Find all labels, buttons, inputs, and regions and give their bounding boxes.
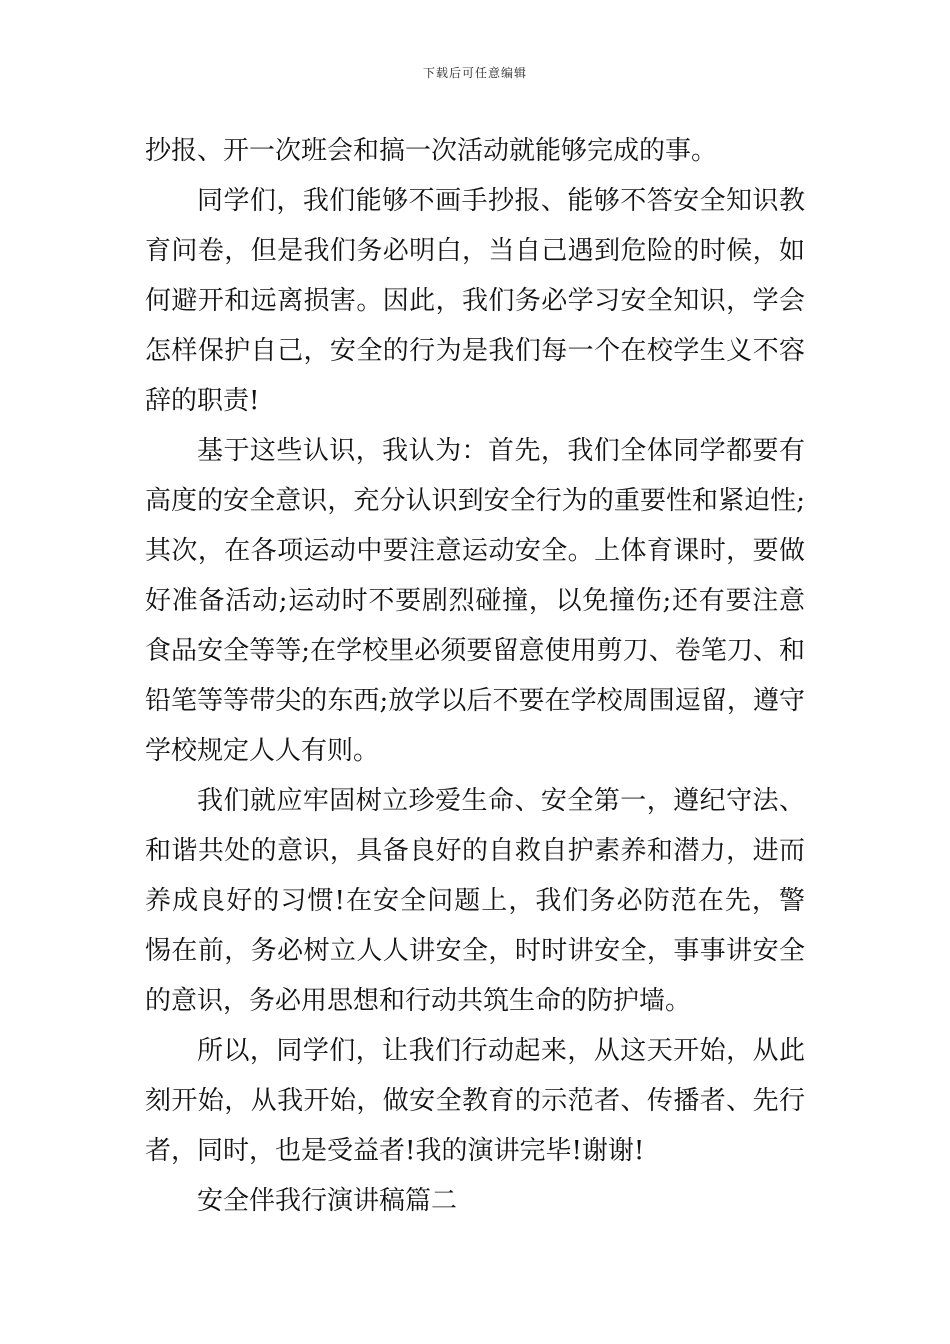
page-header: 下载后可任意编辑: [422, 66, 527, 80]
section-title: 安全伴我行演讲稿篇二: [197, 1186, 458, 1216]
paragraph-continuation: 抄报、开一次班会和搞一次活动就能够完成的事。: [145, 136, 718, 166]
paragraph: 基于这些认识，我认为：首先，我们全体同学都要有高度的安全意识，充分认识到安全行为的重要性和紧迫性;其次，在各项运动中要注意运动安全。上体育课时，要做好准备活动;运动时不要剧烈碰撞，以免撞伤;还有要注意食品安全等等;在学校里必须要留意使用剪刀、卷笔刀、和铅笔等等带尖的东西;放学以后不要在学校周围逗留，遵守学校规定人人有则。: [145, 436, 805, 766]
paragraph: 我们就应牢固树立珍爱生命、安全第一，遵纪守法、和谐共处的意识，具备良好的自救自护素养和潜力，进而养成良好的习惯!在安全问题上，我们务必防范在先，警惕在前，务必树立人人讲安全，时时讲安全，事事讲安全的意识，务必用思想和行动共筑生命的防护墙。: [145, 786, 805, 1016]
paragraph: 所以，同学们，让我们行动起来，从这天开始，从此刻开始，从我开始，做安全教育的示范者、传播者、先行者，同时，也是受益者!我的演讲完毕!谢谢!: [145, 1036, 805, 1166]
document-body: [145, 126, 805, 1226]
paragraph: 同学们，我们能够不画手抄报、能够不答安全知识教育问卷，但是我们务必明白，当自己遇到危险的时候，如何避开和远离损害。因此，我们务必学习安全知识，学会怎样保护自己，安全的行为是我们每一个在校学生义不容辞的职责!: [145, 186, 805, 416]
